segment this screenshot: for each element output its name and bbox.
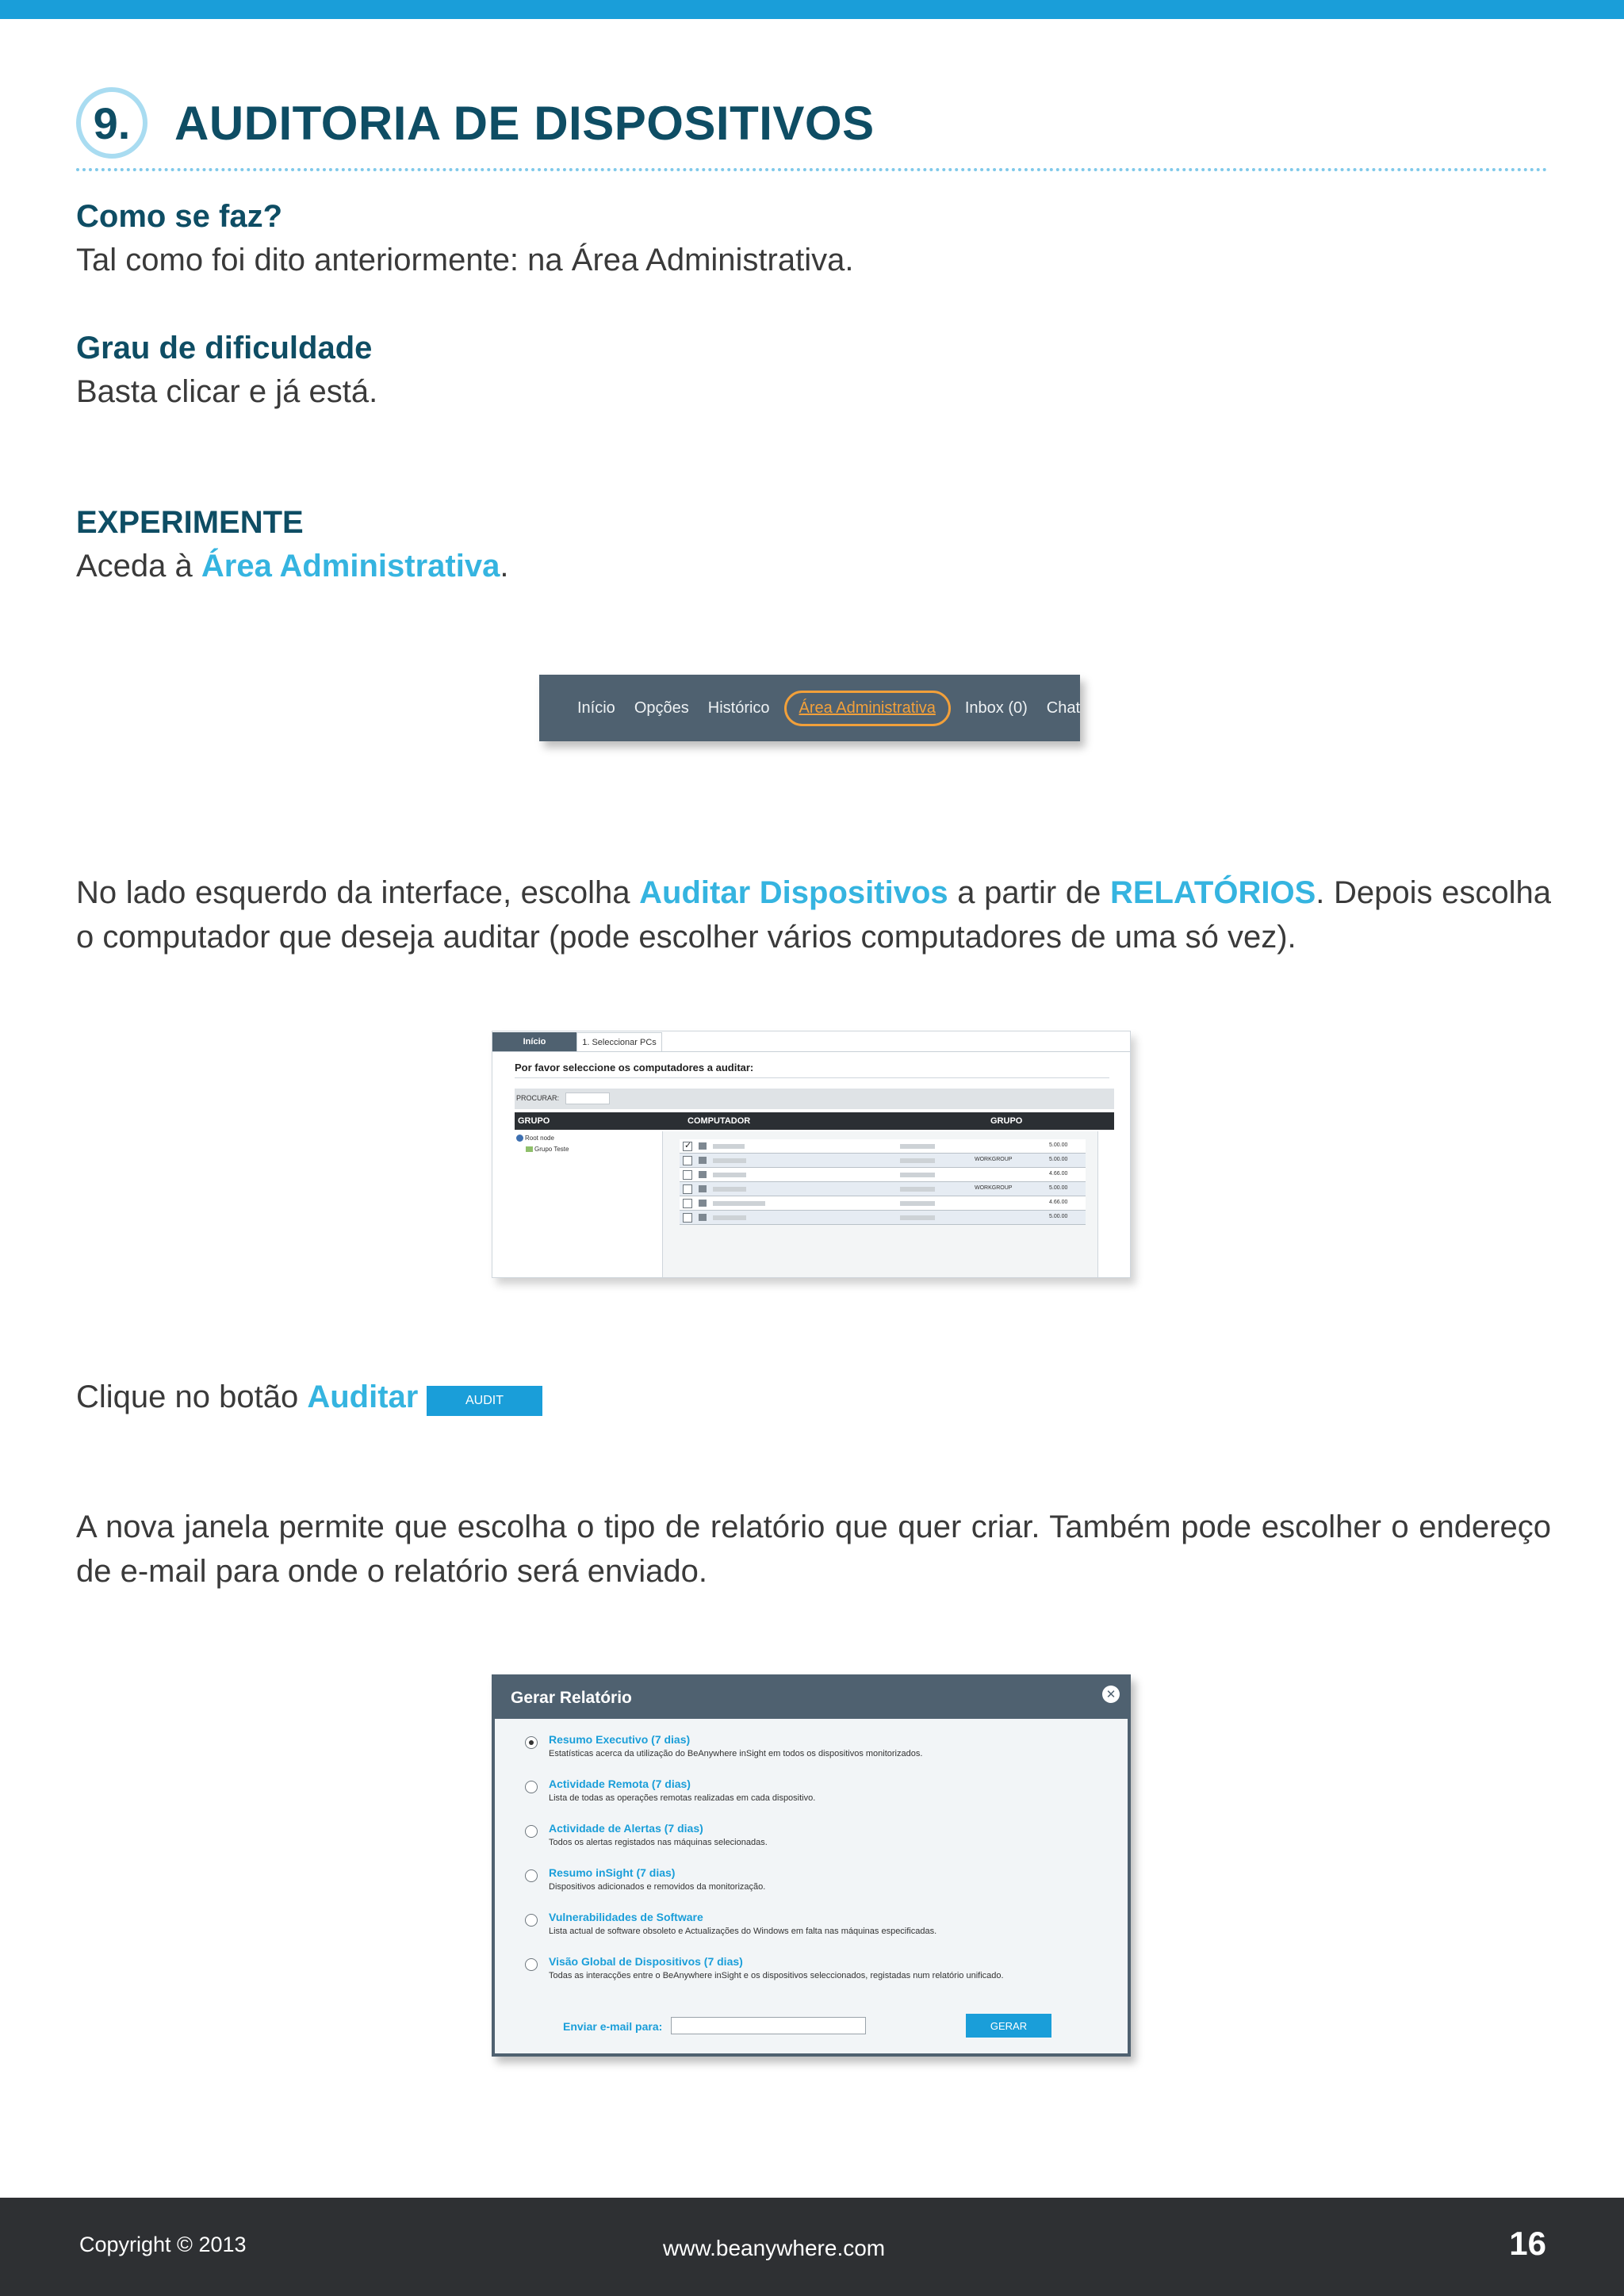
difficulty-heading: Grau de dificuldade <box>76 331 373 365</box>
tree-node-root-label: Root node <box>525 1135 554 1142</box>
row-group: WORKGROUP <box>975 1185 1013 1191</box>
blurred-name <box>713 1173 746 1177</box>
email-label: Enviar e-mail para: <box>563 2020 663 2033</box>
prompt-divider <box>515 1077 1109 1078</box>
tree-node-root[interactable] <box>516 1133 569 1144</box>
step2-highlight-audit: Auditar <box>307 1380 419 1414</box>
table-row[interactable] <box>680 1182 1086 1196</box>
step1-block <box>76 871 1551 959</box>
header-computer: COMPUTADOR <box>688 1116 751 1126</box>
row-checkbox[interactable] <box>683 1213 692 1223</box>
radio-button[interactable] <box>525 1781 538 1793</box>
group-tree <box>516 1133 569 1155</box>
blurred-name <box>713 1187 746 1192</box>
section-title: AUDITORIA DE DISPOSITIVOS <box>174 96 875 150</box>
nav-item-area-administrativa[interactable]: Área Administrativa <box>784 691 951 726</box>
table-row[interactable] <box>680 1139 1086 1154</box>
computer-icon <box>699 1200 707 1207</box>
option-title: Visão Global de Dispositivos (7 dias) <box>549 1955 743 1968</box>
pc-selection-tabs <box>492 1031 1130 1052</box>
pc-selection-screenshot <box>492 1031 1131 1278</box>
header-group-col: GRUPO <box>990 1116 1023 1126</box>
row-checkbox[interactable] <box>683 1142 692 1151</box>
row-version: 5.00.00 <box>1049 1185 1068 1191</box>
step3-text: A nova janela permite que escolha o tipo de relatório que quer criar. Também pode escolher o endereço de e-mail para onde o relatório será enviado. <box>76 1510 1551 1589</box>
radio-button[interactable] <box>525 1736 538 1749</box>
blurred-ip <box>900 1144 935 1149</box>
blurred-ip <box>900 1187 935 1192</box>
copyright: Copyright © 2013 <box>79 2233 247 2256</box>
difficulty-text: Basta clicar e já está. <box>76 374 378 409</box>
email-field[interactable] <box>671 2017 866 2034</box>
globe-icon <box>516 1135 523 1142</box>
row-checkbox[interactable] <box>683 1156 692 1165</box>
tree-node-group-label: Grupo Teste <box>534 1146 569 1153</box>
radio-button[interactable] <box>525 1825 538 1838</box>
blurred-name <box>713 1158 746 1163</box>
tab-select-pcs[interactable]: 1. Seleccionar PCs <box>576 1032 662 1051</box>
option-title: Actividade de Alertas (7 dias) <box>549 1822 703 1835</box>
try-heading: EXPERIMENTE <box>76 505 304 540</box>
computer-icon <box>699 1171 707 1178</box>
generate-button[interactable]: GERAR <box>966 2014 1051 2038</box>
dialog-title: Gerar Relatório <box>511 1689 632 1707</box>
step1-text-b: a partir de <box>948 875 1110 910</box>
option-title: Vulnerabilidades de Software <box>549 1911 703 1923</box>
header-group: GRUPO <box>518 1116 550 1126</box>
nav-item-chat[interactable]: Chat <box>1046 698 1081 717</box>
difficulty-block <box>76 327 1551 414</box>
dotted-divider <box>76 168 1548 171</box>
search-input[interactable] <box>565 1093 610 1104</box>
table-row[interactable] <box>680 1168 1086 1182</box>
audit-button[interactable]: AUDIT <box>427 1386 542 1416</box>
row-group: WORKGROUP <box>975 1157 1013 1162</box>
step2-text <box>76 1375 1551 1419</box>
radio-button[interactable] <box>525 1869 538 1882</box>
try-text-pre: Aceda à <box>76 549 201 584</box>
tab-inicio[interactable]: Início <box>492 1032 576 1051</box>
option-description: Lista de todas as operações remotas realizadas em cada dispositivo. <box>549 1793 816 1803</box>
row-version: 4.66.00 <box>1049 1200 1068 1205</box>
computer-icon <box>699 1185 707 1192</box>
step1-text-a: No lado esquerdo da interface, escolha <box>76 875 640 910</box>
row-version: 5.00.00 <box>1049 1214 1068 1219</box>
nav-item-inbox[interactable]: Inbox (0) <box>964 698 1028 717</box>
blurred-name <box>713 1201 765 1206</box>
section-header <box>76 87 875 159</box>
footer-url[interactable]: www.beanywhere.com <box>663 2236 886 2260</box>
step1-text <box>76 871 1551 959</box>
blurred-ip <box>900 1158 935 1163</box>
try-text-post: . <box>500 549 509 584</box>
try-block <box>76 501 1551 588</box>
blurred-name <box>713 1144 745 1149</box>
option-title: Resumo Executivo (7 dias) <box>549 1733 691 1746</box>
option-description: Estatísticas acerca da utilização do BeAnywhere inSight em todos os dispositivos monitorizados. <box>549 1749 923 1758</box>
nav-item-inicio[interactable]: Início <box>577 698 615 717</box>
top-accent-bar <box>0 0 1624 19</box>
option-description: Lista actual de software obsoleto e Actualizações do Windows em falta nas máquinas especificadas. <box>549 1927 937 1936</box>
row-checkbox[interactable] <box>683 1170 692 1180</box>
app-navbar-screenshot <box>539 675 1080 741</box>
row-version: 5.00.00 <box>1049 1157 1068 1162</box>
section-number-badge: 9. <box>76 87 147 159</box>
blurred-ip <box>900 1215 935 1220</box>
step3-block <box>76 1505 1551 1594</box>
option-title: Resumo inSight (7 dias) <box>549 1866 676 1879</box>
row-checkbox[interactable] <box>683 1199 692 1208</box>
option-title: Actividade Remota (7 dias) <box>549 1777 691 1790</box>
nav-item-historico[interactable]: Histórico <box>707 698 770 717</box>
step1-highlight-reports: RELATÓRIOS <box>1109 875 1316 910</box>
computer-icon <box>699 1214 707 1221</box>
page-footer <box>0 2198 1624 2296</box>
blurred-ip <box>900 1173 935 1177</box>
how-block <box>76 195 1551 282</box>
radio-button[interactable] <box>525 1914 538 1927</box>
generate-report-dialog <box>492 1674 1131 2057</box>
how-heading: Como se faz? <box>76 199 283 234</box>
tree-node-group[interactable] <box>516 1144 569 1155</box>
try-text <box>76 544 1551 588</box>
step1-text-c: . Depois escolha o computador que deseja auditar (pode escolher vários computadores de uma só vez). <box>76 875 1551 955</box>
search-row <box>515 1089 1114 1109</box>
computer-icon <box>699 1142 707 1150</box>
table-row[interactable] <box>680 1211 1086 1225</box>
row-version: 5.00.00 <box>1049 1142 1068 1148</box>
search-label: PROCURAR: <box>516 1094 560 1102</box>
dialog-header <box>495 1678 1128 1719</box>
group-icon <box>526 1146 533 1152</box>
step2-text-pre: Clique no botão <box>76 1380 308 1414</box>
nav-item-opcoes[interactable]: Opções <box>634 698 689 717</box>
pc-selection-prompt: Por favor seleccione os computadores a auditar: <box>515 1062 754 1073</box>
radio-button[interactable] <box>525 1958 538 1971</box>
step1-highlight-audit: Auditar Dispositivos <box>639 875 948 910</box>
how-text: Tal como foi dito anteriormente: na Área Administrativa. <box>76 243 854 277</box>
computer-icon <box>699 1157 707 1164</box>
blurred-ip <box>900 1201 935 1206</box>
option-description: Todas as interacções entre o BeAnywhere inSight e os dispositivos seleccionados, registadas num relatório unificado. <box>549 1971 1004 1980</box>
row-checkbox[interactable] <box>683 1184 692 1194</box>
page-number: 16 <box>1509 2225 1546 2262</box>
blurred-name <box>713 1215 746 1220</box>
step2-block <box>76 1375 1551 1419</box>
computer-rows <box>680 1139 1086 1225</box>
try-link[interactable]: Área Administrativa <box>201 549 500 584</box>
option-description: Dispositivos adicionados e removidos da monitorização. <box>549 1882 766 1892</box>
table-row[interactable] <box>680 1196 1086 1211</box>
row-version: 4.66.00 <box>1049 1171 1068 1177</box>
option-description: Todos os alertas registados nas máquinas selecionadas. <box>549 1838 768 1847</box>
close-icon[interactable]: ✕ <box>1102 1686 1120 1703</box>
table-header <box>515 1112 1114 1130</box>
table-row[interactable] <box>680 1154 1086 1168</box>
